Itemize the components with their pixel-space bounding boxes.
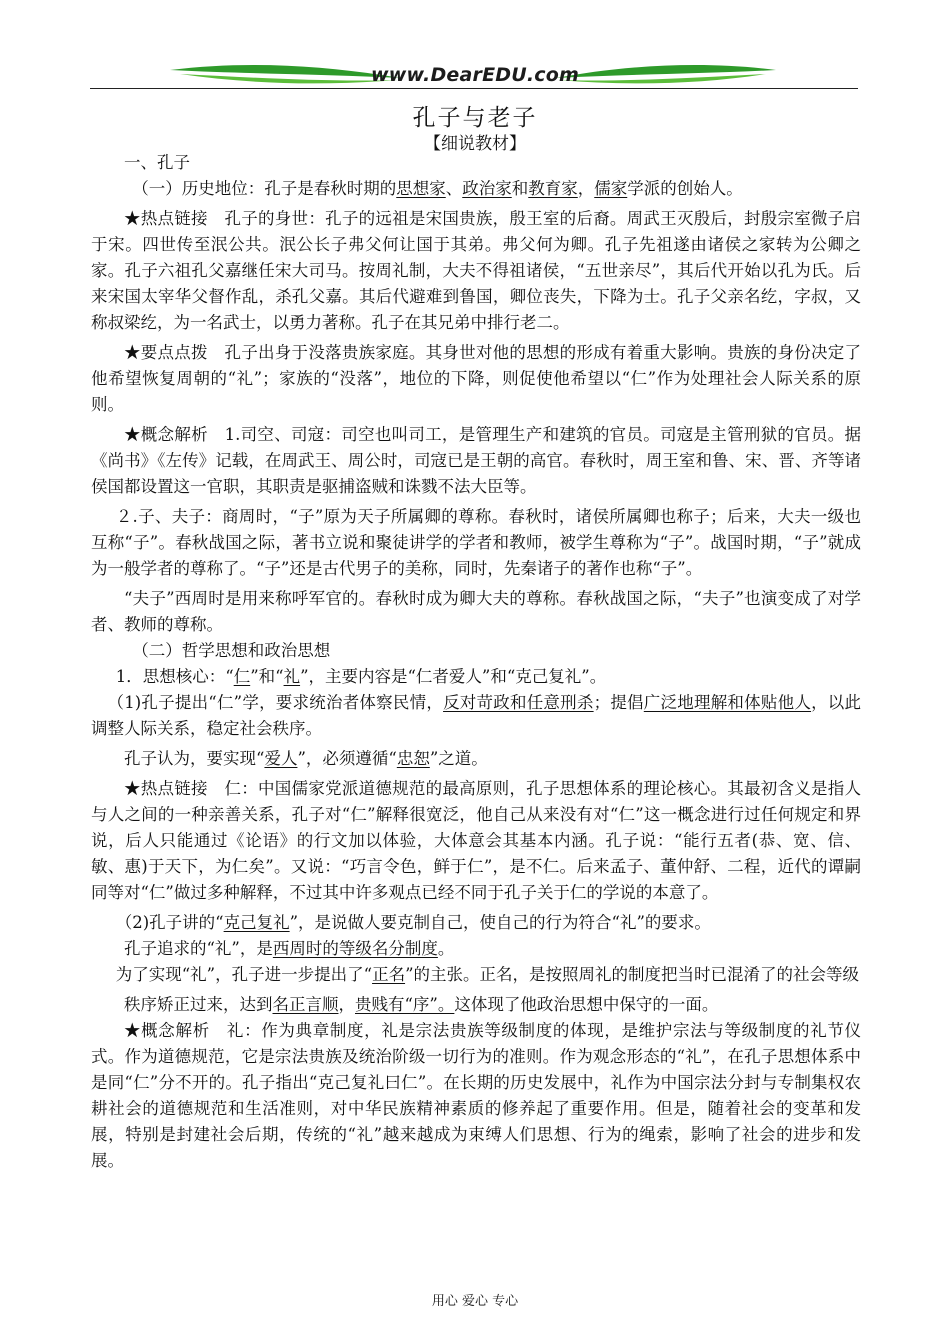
fuzi-paragraph: “夫子”西周时是用来称呼军官的。春秋时成为卿大夫的尊称。春秋战国之际，“夫子”也演变成了对学者、教师的尊称。 [91, 589, 861, 634]
underlined-term: 爱人 [264, 749, 298, 768]
underlined-term: 思想家 [396, 179, 446, 198]
text-span: 这体现了他政治思想中保守的一面。 [454, 995, 719, 1014]
site-header [0, 52, 950, 98]
document-subtitle: 【细说教材】 [424, 134, 526, 154]
underlined-term: 儒家 [594, 179, 628, 198]
text-span: ， [577, 179, 595, 198]
text-span: 、 [445, 179, 463, 198]
text-span: ， [338, 995, 355, 1014]
text-span: ”，是说做人要克制自己，使自己的行为符合“礼”的要求。 [289, 913, 711, 932]
zhengming-paragraph [91, 962, 861, 988]
section-heading-philosophy: （二）哲学思想和政治思想 [132, 641, 331, 660]
text-span: 秩序矫正过来，达到 [124, 995, 273, 1014]
text-span: 孔子认为，要实现“ [124, 749, 265, 768]
airen-paragraph [91, 746, 861, 772]
hot-link-paragraph-origin: ★热点链接 孔子的身世：孔子的远祖是宋国贵族，殷王室的后裔。周武王灭殷后，封殷宗室微子启于宋。四世传至泯公共。泯公长子弗父何让国于其弟。弗父何为卿。孔子先祖遂由诸侯之家转为公卿之家。孔子六祖孔父嘉继任宋大司马。按周礼制，大夫不得祖诸侯，“五世亲尽”，其后代开始以孔为氏。后来宋国太宰华父督作乱，杀孔父嘉。其后代避难到鲁国，卿位丧失，下降为士。孔子父亲名纥，字叔，又称叔梁纥，为一名武士，以勇力著称。孔子在其兄弟中排行老二。 [91, 209, 861, 332]
underlined-term: 政治家 [462, 179, 512, 198]
text-span: ”和“ [250, 667, 284, 686]
underlined-term: 广泛地理解和体贴他人 [643, 693, 812, 712]
order-paragraph [91, 992, 861, 1018]
header-divider [90, 88, 858, 89]
text-span: （1)孔子提出“仁”学，要求统治者体察民情， [107, 693, 444, 712]
concept-paragraph-zi: ２.子、夫子：商周时，“子”原为天子所属卿的尊称。春秋时，诸侯所属卿也称子；后来，大夫一级也互称“子”。春秋战国之际，著书立说和聚徒讲学的学者和教师，被学生尊称为“子”。战国时期，“子”就成为一般学者的尊称了。“子”还是古代男子的美称，同时，先秦诸子的著作也称“子”。 [91, 507, 861, 578]
text-span: ”之道。 [429, 749, 488, 768]
underlined-term: 克己复礼 [223, 913, 290, 932]
text-span: ”，主要内容是“仁者爱人”和“克己复礼”。 [300, 667, 607, 686]
underlined-term: 正名 [372, 965, 406, 984]
section-heading-confucius: 一、孔子 [124, 153, 190, 172]
keji-paragraph [91, 910, 861, 936]
text-span: 为了实现“礼”，孔子进一步提出了“ [115, 965, 373, 984]
text-span: 1．思想核心：“ [115, 667, 234, 686]
li-paragraph [91, 936, 861, 962]
underlined-term: 仁 [233, 667, 251, 686]
site-logo: www.DearEDU.com [370, 64, 580, 86]
text-span: ；提倡 [593, 693, 644, 712]
key-point-paragraph: ★要点点拨 孔子出身于没落贵族家庭。其身世对他的思想的形成有着重大影响。贵族的身份决定了他希望恢复周朝的“礼”；家族的“没落”，地位的下降，则促使他希望以“仁”作为处理社会人际关系的原则。 [91, 343, 861, 414]
text-span: 和 [511, 179, 529, 198]
text-span: ”，必须遵循“ [297, 749, 397, 768]
underlined-term: 礼 [283, 667, 301, 686]
ren-paragraph [91, 690, 861, 742]
text-span: 学派的创始人。 [627, 179, 743, 198]
underlined-term: 忠恕 [396, 749, 430, 768]
document-body [91, 150, 861, 1174]
underlined-term: 贵贱有“序”。 [355, 995, 455, 1014]
underlined-term: 西周时的等级名分制度 [272, 939, 438, 958]
text-span: ，以此调整人际关系，稳定社会秩序。 [91, 693, 862, 738]
page-footer: 用心 爱心 专心 [431, 1294, 519, 1309]
underlined-term: 名正言顺 [272, 995, 339, 1014]
text-span: 孔子追求的“礼”，是 [124, 939, 273, 958]
historical-status-paragraph [91, 176, 861, 202]
hot-link-paragraph-ren: ★热点链接 仁：中国儒家党派道德规范的最高原则，孔子思想体系的理论核心。其最初含义是指人与人之间的一种亲善关系，孔子对“仁”解释很宽泛，他自己从来没有对“仁”这一概念进行过任何规定和界说，后人只能通过《论语》的行文加以体验，大体意会其基本内涵。孔子说：“能行五者(恭、宽、信、敏、惠)于天下，为仁矣”。又说：“巧言令色，鲜于仁”，是不仁。后来孟子、董仲舒、二程，近代的谭嗣同等对“仁”做过多种解释，不过其中许多观点已经不同于孔子关于仁的学说的本意了。 [91, 779, 861, 902]
document-title: 孔子与老子 [412, 105, 538, 131]
concept-paragraph-officials: ★概念解析 1.司空、司寇：司空也叫司工，是管理生产和建筑的官员。司寇是主管刑狱的官员。据《尚书》《左传》记载，在周武王、周公时，司寇已是王朝的高官。春秋时，周王室和鲁、宋、晋、齐等诸侯国都设置这一官职，其职责是驱捕盗贼和诛戮不法大臣等。 [91, 425, 861, 496]
text-span: ”的主张。正名，是按照周礼的制度把当时已混淆了的社会等级 [405, 965, 859, 984]
text-span: （一）历史地位：孔子是春秋时期的 [132, 179, 397, 198]
core-thought-paragraph [91, 664, 861, 690]
underlined-term: 反对苛政和任意刑杀 [443, 693, 594, 712]
underlined-term: 教育家 [528, 179, 578, 198]
text-span: 。 [437, 939, 455, 958]
text-span: （2)孔子讲的“ [115, 913, 224, 932]
concept-paragraph-li: ★概念解析 礼：作为典章制度，礼是宗法贵族等级制度的体现，是维护宗法与等级制度的礼节仪式。作为道德规范，它是宗法贵族及统治阶级一切行为的准则。作为观念形态的“礼”，在孔子思想体系中是同“仁”分不开的。孔子指出“克己复礼曰仁”。在长期的历史发展中，礼作为中国宗法分封与专制集权农耕社会的道德规范和生活准则，对中华民族精神素质的修养起了重要作用。但是，随着社会的变革和发展，特别是封建社会后期，传统的“礼”越来越成为束缚人们思想、行为的绳索，影响了社会的进步和发展。 [91, 1021, 861, 1170]
